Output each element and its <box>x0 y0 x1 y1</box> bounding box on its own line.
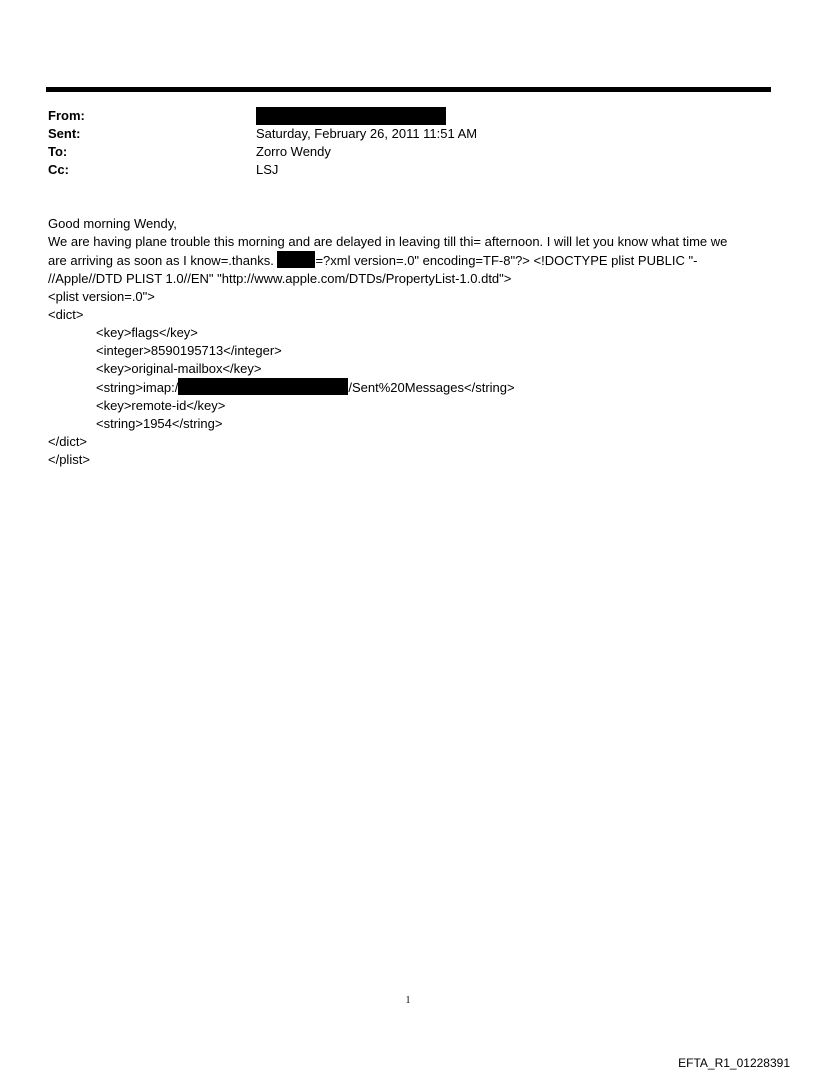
body-line <box>48 378 778 397</box>
header-rule <box>46 87 771 92</box>
body-line: We are having plane trouble this morning and are delayed in leaving till thi= afternoon. I will let you know what time we <box>48 234 728 249</box>
redaction-block <box>256 107 446 125</box>
greeting: Good morning Wendy, <box>48 216 177 231</box>
from-label: From: <box>48 108 85 123</box>
body-text: =?xml version=.0" encoding=TF-8"?> <!DOCTYPE plist PUBLIC "- <box>315 253 698 268</box>
body-line: </dict> <box>48 434 88 449</box>
body-line: //Apple//DTD PLIST 1.0//EN" "http://www.apple.com/DTDs/PropertyList-1.0.dtd"> <box>48 271 512 286</box>
redaction-block <box>178 378 348 395</box>
body-line: <dict> <box>48 307 84 322</box>
body-line: <key>remote-id</key> <box>96 398 226 413</box>
document-id: EFTA_R1_01228391 <box>678 1056 790 1070</box>
body-line: </plist> <box>48 452 90 467</box>
from-value <box>256 107 446 125</box>
body-text: are arriving as soon as I know=.thanks. <box>48 253 278 268</box>
email-body <box>48 215 778 469</box>
page-number: 1 <box>405 995 411 1006</box>
body-line: <plist version=.0"> <box>48 289 155 304</box>
to-value: Zorro Wendy <box>256 144 331 159</box>
sent-value: Saturday, February 26, 2011 11:51 AM <box>256 126 478 141</box>
body-line <box>48 251 778 270</box>
body-line: <string>1954</string> <box>96 416 223 431</box>
to-label: To: <box>48 144 68 159</box>
sent-label: Sent: <box>48 126 81 141</box>
redaction-block <box>277 251 315 268</box>
body-line: <key>original-mailbox</key> <box>96 361 262 376</box>
cc-label: Cc: <box>48 162 69 177</box>
body-line: <key>flags</key> <box>96 325 198 340</box>
cc-value: LSJ <box>256 162 279 177</box>
body-text: <string>imap:/ <box>96 380 179 395</box>
body-text: /Sent%20Messages</string> <box>348 380 515 395</box>
body-line: <integer>8590195713</integer> <box>96 343 282 358</box>
